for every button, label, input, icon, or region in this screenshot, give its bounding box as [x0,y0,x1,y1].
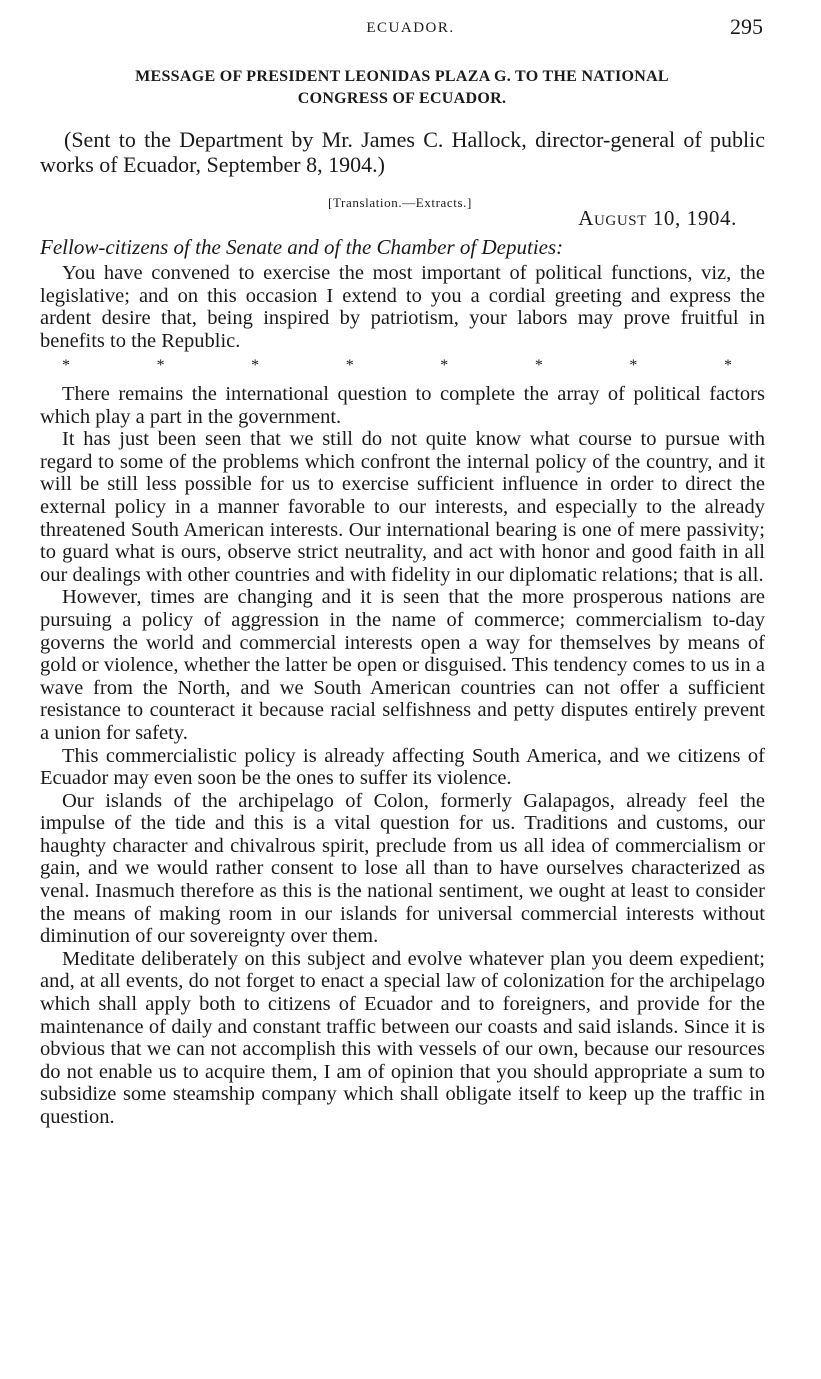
main-block [40,383,765,1129]
translation-note: [Translation.—Extracts.] [328,195,472,210]
source-note-text: (Sent to the Department by Mr. James C. Hallock, director-general of public works of Ecuador, September 8, 1904.) [40,127,765,177]
running-head [0,14,821,44]
star-mark: * [534,357,543,374]
star-mark: * [345,357,354,374]
heading-line: MESSAGE OF PRESIDENT LEONIDAS PLAZA G. TO THE NATIONAL [135,68,669,85]
source-note [40,127,765,177]
star-mark: * [440,357,449,374]
page-number: 295 [730,14,763,39]
heading-line: CONGRESS OF ECUADOR. [297,90,507,107]
running-title: ECUADOR. [366,20,455,36]
salutation: Fellow-citizens of the Senate and of the Chamber of Deputies: [40,235,564,259]
paragraph: However, times are changing and it is seen that the more prosperous nations are pursuing a policy of aggression in the name of commerce; commercialism to-day governs the world and commercial interests open a way for themselves by means of gold or violence, whether the latter be open or disguised. This tendency comes to us in a wave from the North, and we South American countries can not offer a sufficient resistance to counteract it because racial selfishness and petty disputes entirely prevent a union for safety. [40,586,765,744]
message-heading [32,66,772,110]
paragraph: Our islands of the archipelago of Colon, formerly Galapagos, already feel the impulse of the tide and this is a vital question for us. Traditions and customs, our haughty character and chivalrous spirit, preclude from us all idea of commercialism or gain, and we would rather consent to lose all than to have ourselves characterized as venal. Inasmuch therefore as this is the national sentiment, we ought at least to consider the means of making room in our islands for universal commercial interests without diminution of our sovereignty over them. [40,789,765,948]
ellipsis-stars [62,357,732,375]
paragraph: This commercialistic policy is already affecting South America, and we citizens of Ecuador may even soon be the ones to suffer its violence. [40,744,765,790]
paragraph: You have convened to exercise the most important of political functions, viz, the legislative; and on this occasion I extend to you a cordial greeting and express the ardent desire that, being inspired by patriotism, your labors may prove fruitful in benefits to the Republic. [40,262,765,352]
star-mark: * [156,357,165,374]
star-mark: * [251,357,260,374]
star-mark: * [723,357,732,374]
star-mark: * [62,357,70,374]
paragraph: Meditate deliberately on this subject and evolve whatever plan you deem expedient; and, at all events, do not forget to enact a special law of colonization for the archipelago which shall apply both to citizens of Ecuador and to foreigners, and provide for the maintenance of daily and constant traffic between our coasts and said islands. Since it is obvious that we can not accomplish this with vessels of our own, because our resources do not enable us to acquire them, I am of opinion that you should appropriate a sum to subsidize some steamship company which shall obligate itself to keep up the traffic in question. [40,947,765,1128]
paragraph: There remains the international question to complete the array of political factors which play a part in the government. [40,383,765,428]
star-mark: * [629,357,638,374]
opening-block [40,262,765,352]
dateline: August 10, 1904. [578,206,737,230]
paragraph: It has just been seen that we still do not quite know what course to pursue with regard to some of the problems which confront the internal policy of the country, and it will be still less possible for us to exercise sufficient influence in order to direct the external policy in a manner favorable to our interests, and especially to the already threatened South American interests. Our international bearing is one of mere passivity; to guard what is ours, observe strict neutrality, and act with honor and good faith in all our dealings with other countries and with fidelity in our diplomatic relations; that is all. [40,428,765,586]
